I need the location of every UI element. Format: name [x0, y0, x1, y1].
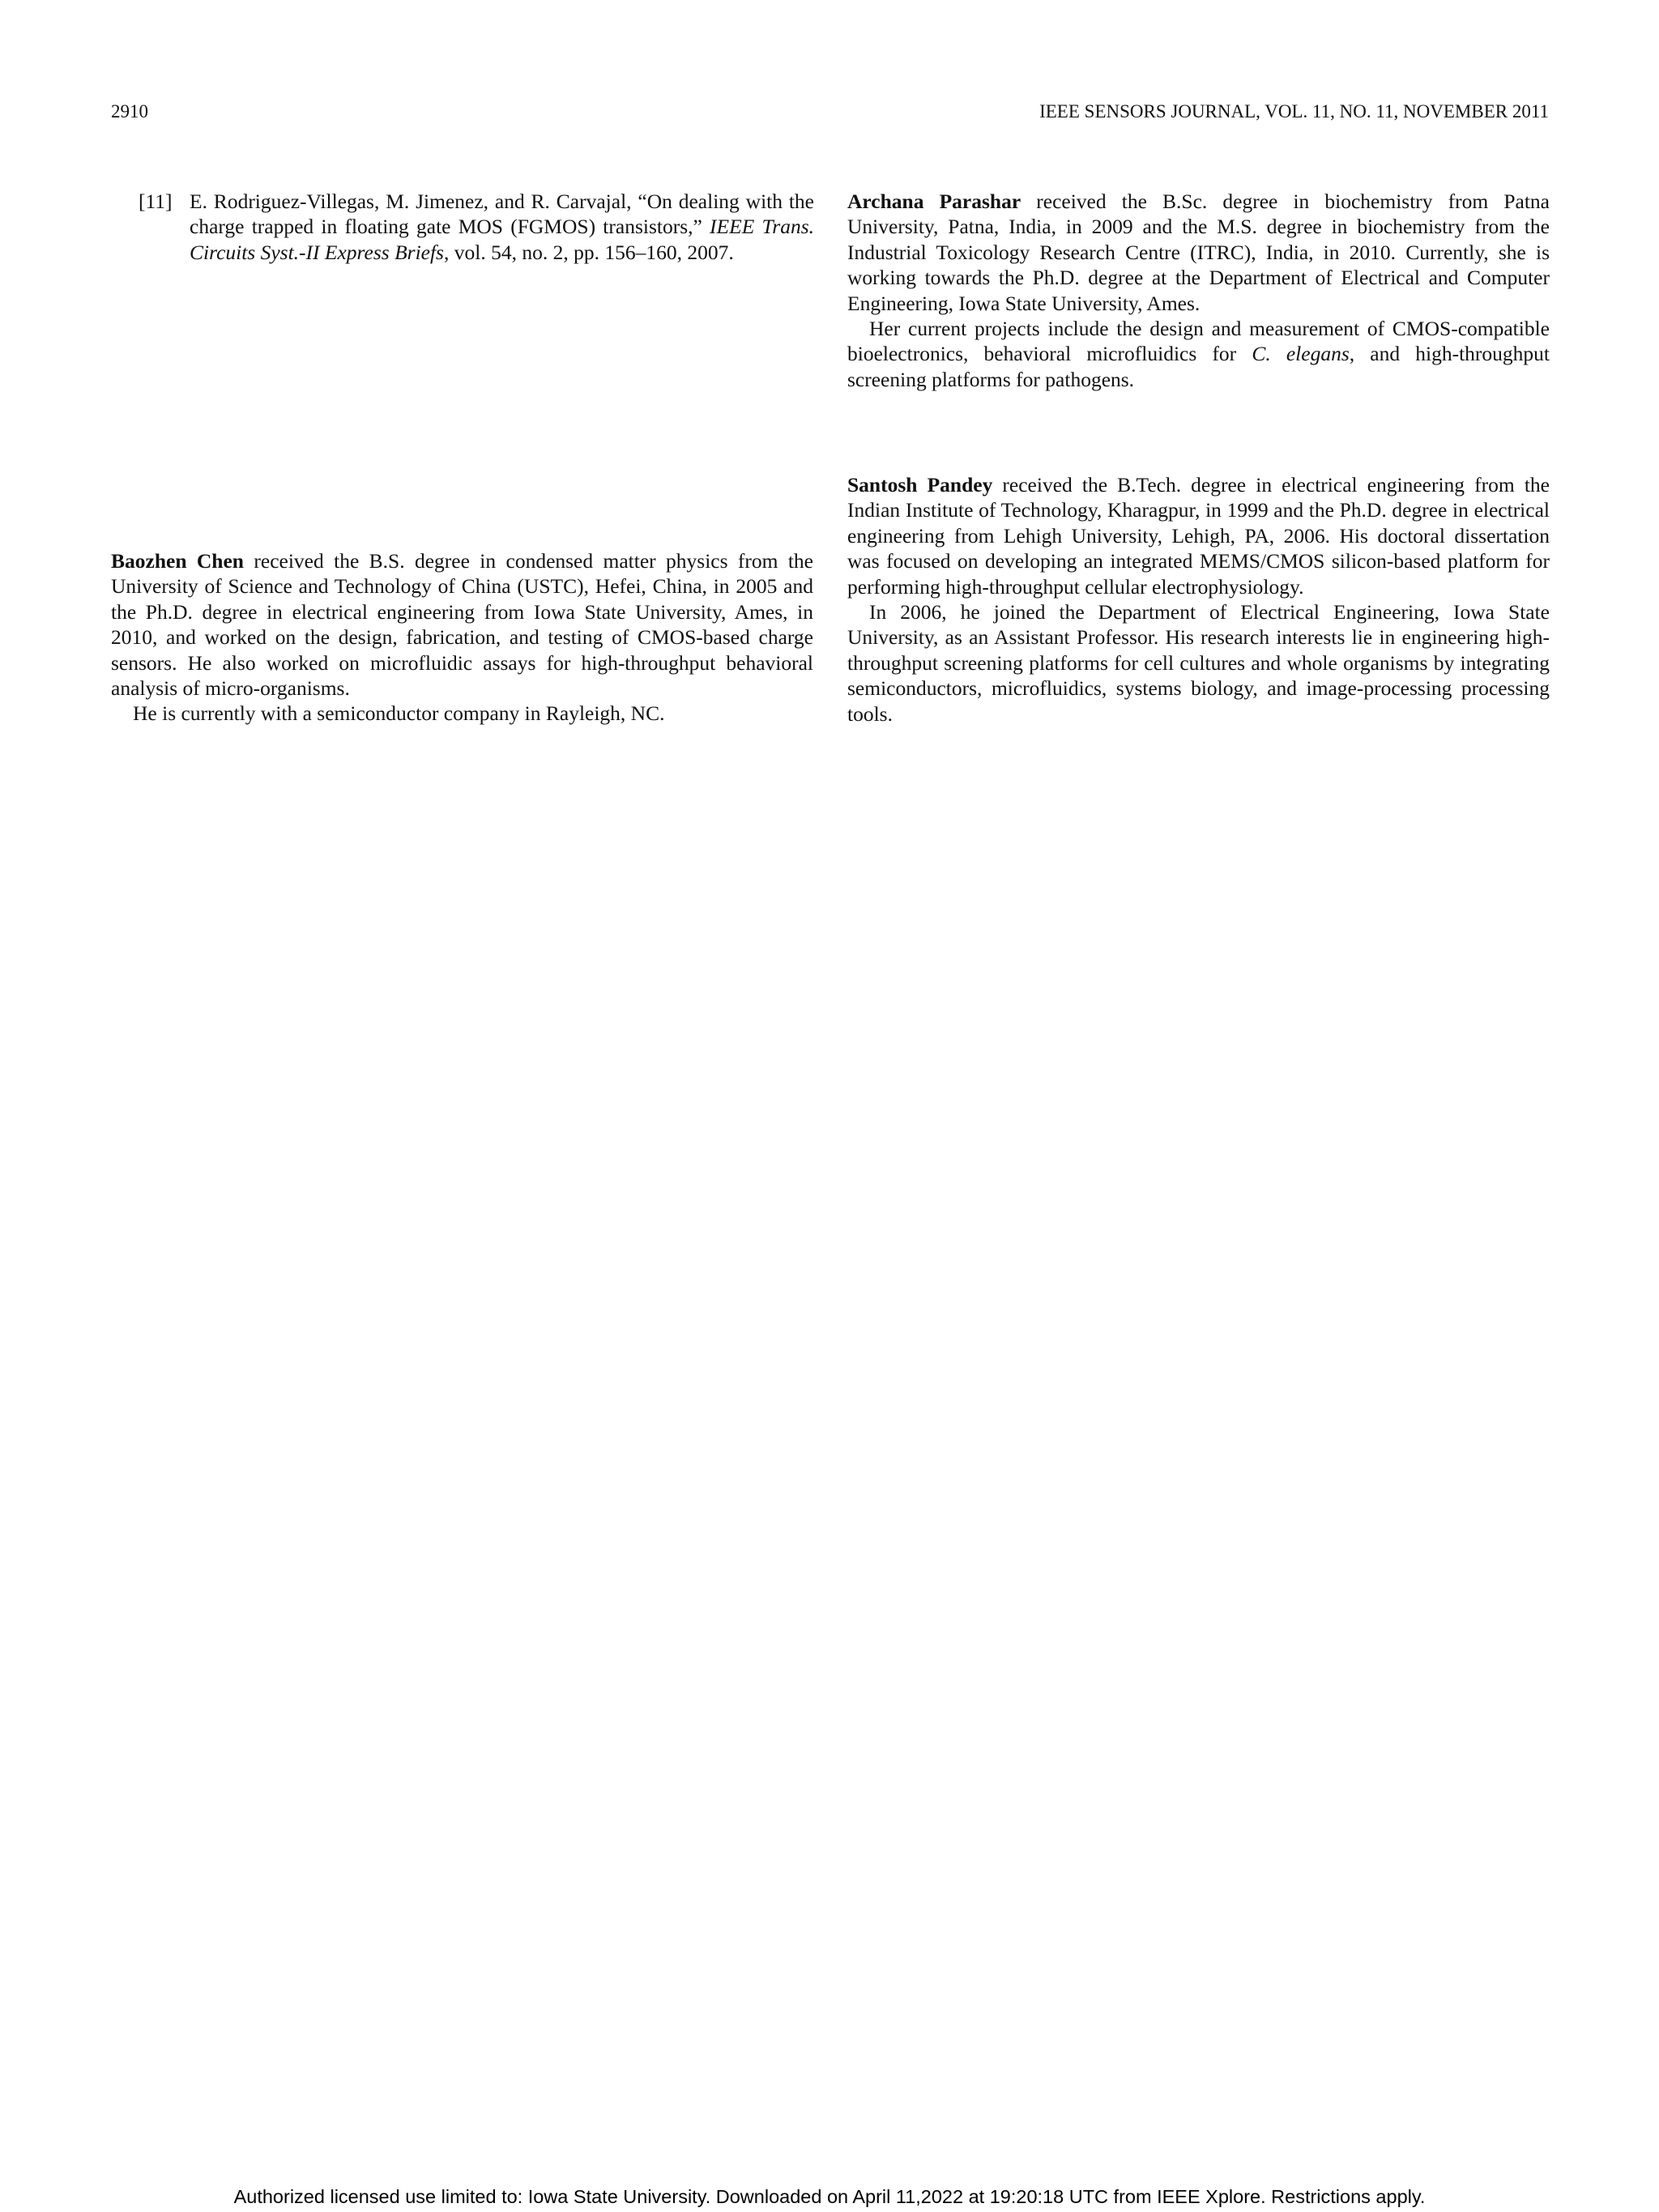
- reference-journal: IEEE Trans. Circuits Syst.-II Express Briefs: [190, 215, 814, 264]
- author-name: Baozhen Chen: [111, 549, 244, 573]
- reference-title: “On dealing with the charge trapped in floating gate MOS (FGMOS) transistors,”: [190, 190, 814, 239]
- page-number: 2910: [111, 101, 148, 121]
- reference-entry: [139, 189, 814, 265]
- author-name: Santosh Pandey: [847, 473, 993, 497]
- bio-paragraph: He is currently with a semiconductor company in Rayleigh, NC.: [133, 701, 665, 726]
- reference-body: [190, 189, 814, 265]
- bio-baozhen-chen: [111, 548, 813, 727]
- bio-archana-parashar: [847, 189, 1550, 392]
- bio-paragraph: [847, 316, 1550, 392]
- reference-details: , vol. 54, no. 2, pp. 156–160, 2007.: [443, 240, 734, 264]
- bio-text: received the B.Tech. degree in electrical engineering from the Indian Institute of Technology, Kharagpur, in 1999 and the Ph.D. degree in electrical engineering from Lehigh University, Lehigh, PA, 2006. His doctoral dissertation was focused on developing an integrated MEMS/CMOS silicon-based platform for performing high-throughput cellular electrophysiology.: [847, 473, 1550, 599]
- reference-label: [11]: [139, 190, 173, 213]
- bio-paragraph: [847, 189, 1550, 316]
- bio-text: received the B.Sc. degree in biochemistry from Patna University, Patna, India, in 2009 and the M.S. degree in biochemistry from the Industrial Toxicology Research Centre (ITRC), India, in 2010. Currently, she is working towards the Ph.D. degree at the Department of Electrical and Computer Engineering, Iowa State University, Ames.: [847, 190, 1550, 315]
- author-name: Archana Parashar: [847, 190, 1021, 213]
- bio-paragraph: In 2006, he joined the Department of Electrical Engineering, Iowa State University, as an Assistant Professor. His research interests lie in engineering high-throughput screening platforms for cell cultures and whole organisms by integrating semiconductors, microfluidics, systems biology, and image-processing processing tools.: [847, 600, 1550, 726]
- bio-text: received the B.S. degree in condensed matter physics from the University of Science and Technology of China (USTC), Hefei, China, in 2005 and the Ph.D. degree in electrical engineering from Iowa State University, Ames, in 2010, and worked on the design, fabrication, and testing of CMOS-based charge sensors. He also worked on microfluidic assays for high-throughput behavioral analysis of micro-organisms.: [111, 549, 813, 701]
- running-header: IEEE SENSORS JOURNAL, VOL. 11, NO. 11, NOVEMBER 2011: [1039, 101, 1549, 121]
- bio-santosh-pandey: [847, 472, 1550, 727]
- license-footer: Authorized licensed use limited to: Iowa State University. Downloaded on April 11,2022 at 19:20:18 UTC from IEEE Xplore. Restrictions apply.: [233, 2186, 1426, 2207]
- reference-authors: E. Rodriguez-Villegas, M. Jimenez, and R. Carvajal,: [190, 190, 638, 213]
- bio-paragraph: [847, 472, 1550, 599]
- bio-text: Her current projects include the design and measurement of CMOS-compatible bioelectronics, behavioral microfluidics for: [847, 317, 1550, 366]
- species-name: C. elegans: [1252, 342, 1350, 366]
- bio-paragraph: [111, 548, 813, 701]
- bio-text: , and high-throughput screening platforms for pathogens.: [847, 342, 1550, 391]
